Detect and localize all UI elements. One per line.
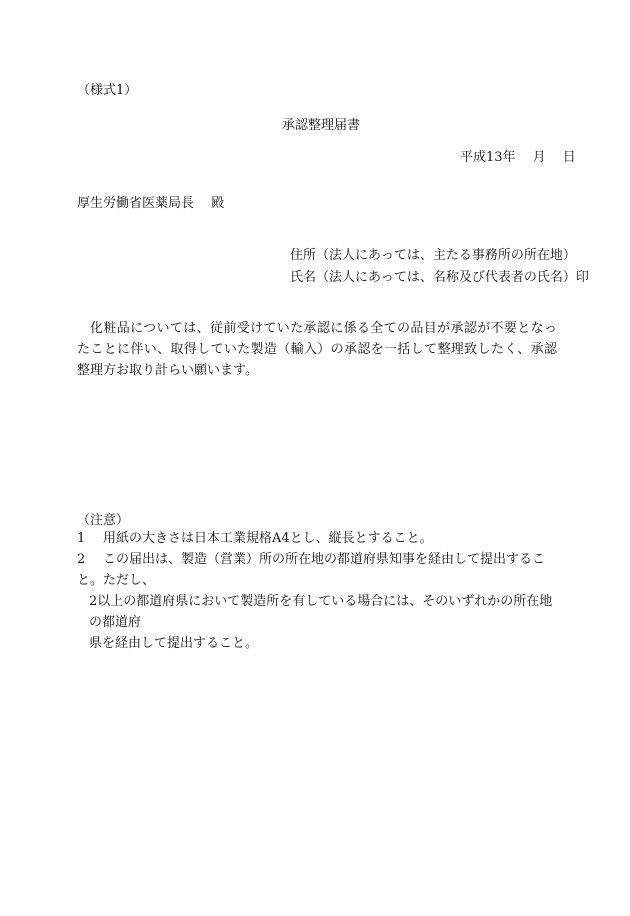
document-title: 承認整理届書 bbox=[282, 118, 361, 133]
applicant-name-line: 氏名（法人にあっては、名称及び代表者の氏名）印 bbox=[290, 270, 589, 285]
document-date: 平成13年 月 日 bbox=[460, 150, 576, 165]
form-number: （様式1） bbox=[77, 83, 138, 98]
note-item-2 bbox=[77, 549, 557, 654]
applicant-block bbox=[290, 249, 589, 293]
note-line bbox=[77, 549, 557, 591]
note-text: この届出は、製造（営業）所の所在地の都道府県知事を経由して提出すること。ただし、 bbox=[77, 552, 546, 588]
note-continuation-line: 2以上の都道府県において製造所を有している場合には、そのいずれかの所在地の都道府 bbox=[89, 594, 553, 630]
note-number: 1 bbox=[77, 531, 86, 546]
recipient-line: 厚生労働省医薬局長 殿 bbox=[77, 196, 225, 211]
note-continuation-line: 県を経由して提出すること。 bbox=[89, 636, 259, 651]
note-item-1 bbox=[77, 528, 557, 549]
applicant-address-line: 住所（法人にあっては、主たる事務所の所在地） bbox=[290, 248, 576, 263]
body-paragraph: 化粧品については、従前受けていた承認に係る全ての品目が承認が不要となったことに伴い、取得していた製造（輸入）の承認を一括して整理致したく、承認整理方お取り計らい願います。 bbox=[77, 321, 557, 378]
note-number: 2 bbox=[77, 552, 86, 567]
notes-heading: （注意） bbox=[77, 513, 130, 528]
note-text: 用紙の大きさは日本工業規格A4とし、縦長とすること。 bbox=[103, 531, 433, 546]
